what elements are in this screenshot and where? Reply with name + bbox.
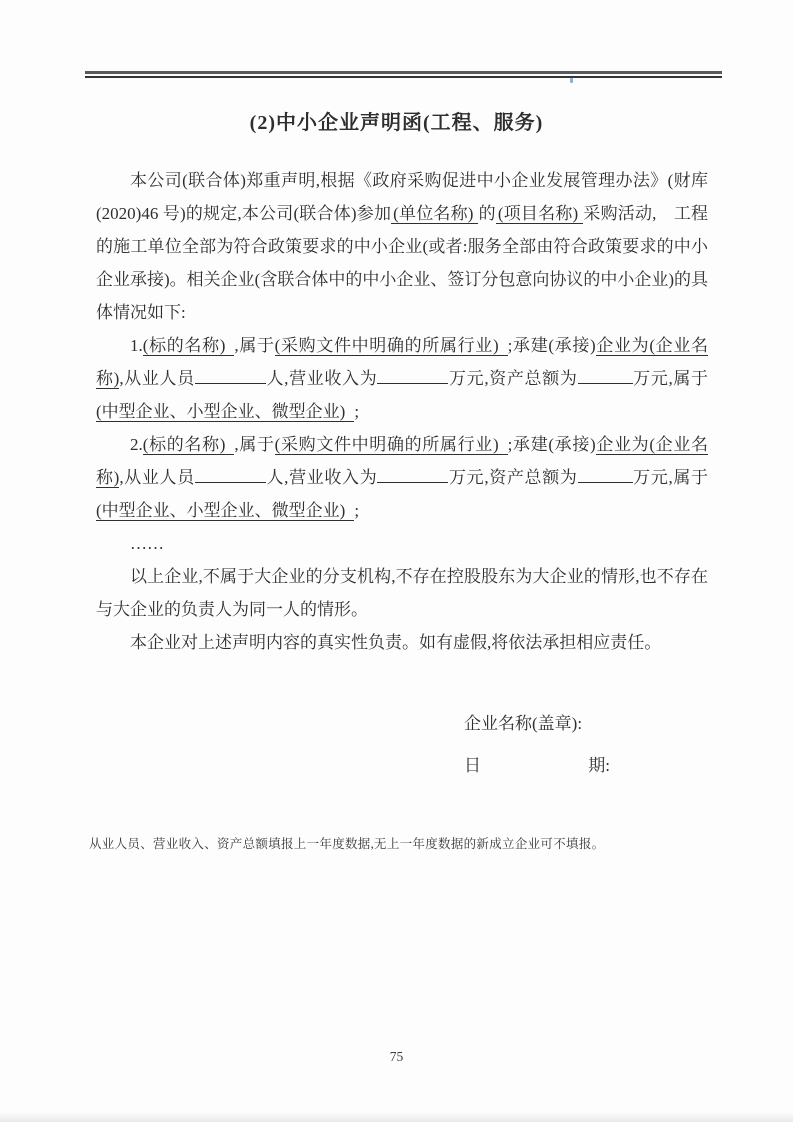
intro-text-3: 采购活动, 工程的施工单位全部为符合政策要求的中小企业(或者:服务全部由符合政策要求的中小企业承接)。相关企业(含联合体中的中小企业、签订分包意向协议的中小企业)的具体情况如下: [96,204,709,322]
list-item-2 [96,428,708,527]
paragraph-responsibility: 本企业对上述声明内容的真实性负责。如有虚假,将依法承担相应责任。 [130,633,662,652]
unit-name-field: (单位名称) [391,204,478,224]
item-text: ; [354,402,360,421]
item-text: ,从业人员 [119,468,195,487]
paragraph-intro [96,164,708,329]
date-label-left: 日 [464,756,481,775]
subject-name-field: (标的名称) [143,336,235,356]
date-label [464,745,610,787]
footnote: 从业人员、营业收入、资产总额填报上一年度数据,无上一年度数据的新成立企业可不填报。 [89,837,605,851]
page-number: 75 [389,1049,404,1064]
item-text: ,从业人员 [119,369,195,388]
document-body [96,164,708,659]
assets-blank-field [578,469,633,483]
item-text: 万元,属于 [632,369,709,388]
item-number: 1. [130,336,143,355]
project-name-field: (项目名称) [496,204,583,224]
employees-blank-field [195,370,266,384]
paragraph-no-affiliation: 以上企业,不属于大企业的分支机构,不存在控股股东为大企业的情形,也不存在与大企业的负责人为同一人的情形。 [96,567,708,619]
item-text: ,属于 [234,336,275,355]
item-text: 万元,属于 [632,468,709,487]
enterprise-type-field: (中型企业、小型企业、微型企业) [96,402,354,422]
enterprise-type-field: (中型企业、小型企业、微型企业) [96,501,354,521]
item-text: ;承建(承接) [507,336,596,355]
ellipsis-line: …… [130,534,164,553]
company-seal-label: 企业名称(盖章): [464,714,583,733]
item-text: 人,营业收入为 [265,468,378,487]
assets-blank-field [578,370,633,384]
date-label-right: 期: [588,756,610,775]
intro-text-1: 本公司(联合体)郑重声明,根据《政府采购促进中小企业发展管理办法》(财库(2020)46 号)的规定,本公司(联合体)参加 [96,171,708,223]
list-item-1 [96,329,708,428]
company-name-field: 企业为(企业名称) [96,435,709,487]
item-text: ; [354,501,360,520]
item-text: 万元,资产总额为 [448,468,578,487]
industry-field: (采购文件中明确的所属行业) [275,435,508,455]
item-text: 万元,资产总额为 [448,369,578,388]
scan-mark [570,78,573,83]
industry-field: (采购文件中明确的所属行业) [275,336,508,356]
scan-edge-shadow [0,1112,793,1122]
intro-text-2: 的 [478,204,496,223]
item-text: ;承建(承接) [507,435,596,454]
revenue-blank-field [377,469,448,483]
page-title: (2)中小企业声明函(工程、服务) [249,112,544,134]
item-number: 2. [130,435,143,454]
subject-name-field: (标的名称) [143,435,235,455]
company-name-field: 企业为(企业名称) [96,336,709,388]
item-text: ,属于 [234,435,275,454]
item-text: 人,营业收入为 [265,369,378,388]
employees-blank-field [195,469,266,483]
revenue-blank-field [377,370,448,384]
header-rule [85,71,722,78]
signature-block [464,703,610,787]
